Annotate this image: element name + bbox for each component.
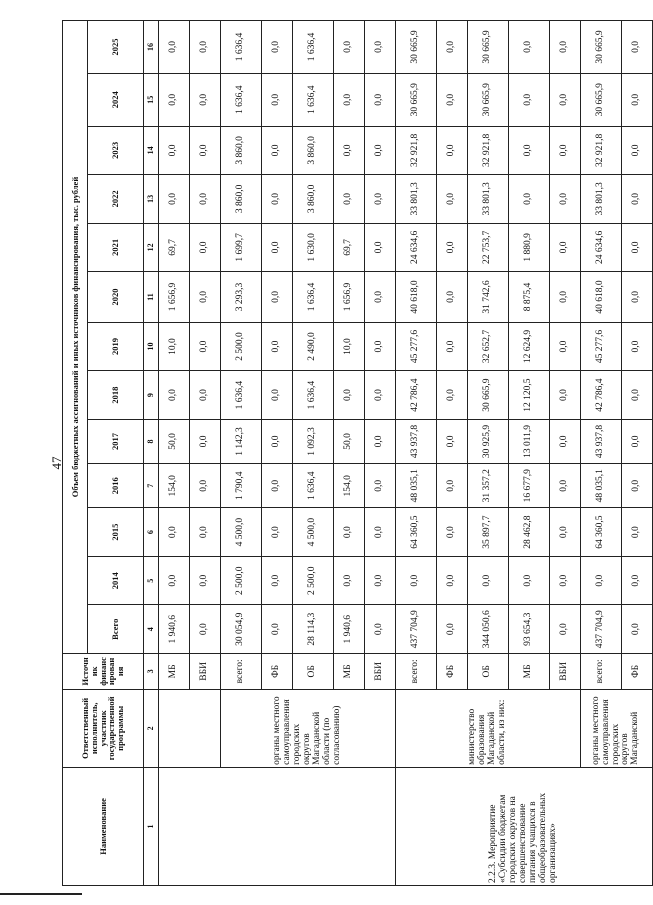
value-cell: 0,0	[622, 21, 653, 74]
source-cell: ФБ	[262, 653, 293, 689]
source-cell: ВБИ	[190, 653, 221, 689]
value-cell: 1 142,3	[221, 419, 262, 463]
value-cell: 12 624,9	[509, 322, 550, 371]
source-cell: всего:	[221, 653, 262, 689]
value-cell: 3 860,0	[293, 126, 334, 175]
value-cell: 0,0	[262, 556, 293, 605]
value-cell: 0,0	[365, 272, 396, 323]
value-cell: 0,0	[190, 371, 221, 420]
value-cell: 30 054,9	[221, 605, 262, 654]
col-index: 13	[144, 175, 159, 224]
value-cell: 8 875,4	[509, 272, 550, 323]
col-index: 1	[144, 767, 159, 885]
value-cell: 0,0	[262, 419, 293, 463]
value-cell: 0,0	[365, 322, 396, 371]
value-cell: 0,0	[190, 419, 221, 463]
col-index: 9	[144, 371, 159, 420]
value-cell: 42 786,4	[396, 371, 437, 420]
header-year: 2021	[88, 223, 144, 272]
value-cell: 2 500,0	[293, 556, 334, 605]
value-cell: 1 636,4	[293, 21, 334, 74]
value-cell: 48 035,1	[396, 464, 437, 508]
value-cell: 0,0	[334, 556, 365, 605]
value-cell: 0,0	[262, 272, 293, 323]
value-cell: 0,0	[468, 556, 509, 605]
value-cell: 0,0	[437, 126, 468, 175]
value-cell: 0,0	[190, 464, 221, 508]
value-cell: 0,0	[550, 556, 581, 605]
value-cell: 1 790,4	[221, 464, 262, 508]
value-cell: 0,0	[365, 175, 396, 224]
value-cell: 0,0	[550, 175, 581, 224]
value-cell: 33 801,3	[468, 175, 509, 224]
value-cell: 24 634,6	[581, 223, 622, 272]
value-cell: 0,0	[190, 556, 221, 605]
value-cell: 30 665,9	[581, 73, 622, 126]
value-cell: 0,0	[437, 322, 468, 371]
value-cell: 32 921,8	[396, 126, 437, 175]
value-cell: 0,0	[622, 371, 653, 420]
col-index: 15	[144, 73, 159, 126]
value-cell: 0,0	[622, 223, 653, 272]
header-year: 2016	[88, 464, 144, 508]
value-cell: 0,0	[550, 371, 581, 420]
value-cell: 40 618,0	[581, 272, 622, 323]
ministry-cell: министерство образования Магаданской области, из них:	[396, 689, 581, 767]
value-cell: 30 665,9	[396, 21, 437, 74]
value-cell: 1 636,4	[221, 21, 262, 74]
value-cell: 43 937,8	[581, 419, 622, 463]
value-cell: 0,0	[581, 556, 622, 605]
header-year: 2017	[88, 419, 144, 463]
value-cell: 0,0	[509, 556, 550, 605]
value-cell: 45 277,6	[396, 322, 437, 371]
value-cell: 30 665,9	[396, 73, 437, 126]
value-cell: 93 654,3	[509, 605, 550, 654]
value-cell: 3 860,0	[221, 126, 262, 175]
value-cell: 0,0	[334, 126, 365, 175]
value-cell: 0,0	[262, 464, 293, 508]
value-cell: 0,0	[190, 223, 221, 272]
value-cell: 0,0	[159, 175, 190, 224]
table-body	[159, 21, 653, 886]
value-cell: 0,0	[550, 223, 581, 272]
source-cell: МБ	[334, 653, 365, 689]
value-cell: 0,0	[365, 126, 396, 175]
value-cell: 0,0	[262, 126, 293, 175]
source-cell: всего:	[396, 653, 437, 689]
page-number: 47	[49, 456, 64, 470]
executor-cell: органы местного самоуправления городских округов Магаданской	[581, 689, 653, 767]
value-cell: 28 462,8	[509, 508, 550, 557]
col-index: 6	[144, 508, 159, 557]
value-cell: 1 636,4	[293, 73, 334, 126]
value-cell: 0,0	[190, 322, 221, 371]
value-cell: 0,0	[550, 322, 581, 371]
value-cell: 24 634,6	[396, 223, 437, 272]
value-cell: 0,0	[550, 419, 581, 463]
value-cell: 30 665,9	[468, 73, 509, 126]
value-cell: 10,0	[334, 322, 365, 371]
value-cell: 0,0	[437, 508, 468, 557]
value-cell: 0,0	[159, 126, 190, 175]
value-cell: 0,0	[622, 508, 653, 557]
col-index: 16	[144, 21, 159, 74]
value-cell: 0,0	[365, 21, 396, 74]
value-cell: 1 636,4	[293, 371, 334, 420]
value-cell: 1 880,9	[509, 223, 550, 272]
value-cell: 3 293,3	[221, 272, 262, 323]
value-cell: 0,0	[159, 556, 190, 605]
value-cell: 0,0	[365, 419, 396, 463]
value-cell: 64 360,5	[581, 508, 622, 557]
value-cell: 0,0	[622, 322, 653, 371]
value-cell: 3 860,0	[221, 175, 262, 224]
value-cell: 2 490,0	[293, 322, 334, 371]
header-year: 2015	[88, 508, 144, 557]
header-name: Наименование	[63, 767, 144, 885]
value-cell: 50,0	[159, 419, 190, 463]
value-cell: 0,0	[334, 175, 365, 224]
value-cell: 1 630,0	[293, 223, 334, 272]
value-cell: 48 035,1	[581, 464, 622, 508]
value-cell: 1 636,4	[221, 371, 262, 420]
col-index: 2	[144, 689, 159, 767]
value-cell: 0,0	[334, 21, 365, 74]
value-cell: 35 897,7	[468, 508, 509, 557]
value-cell: 1 636,4	[293, 464, 334, 508]
value-cell: 3 860,0	[293, 175, 334, 224]
value-cell: 0,0	[262, 371, 293, 420]
header-year: 2018	[88, 371, 144, 420]
value-cell: 12 120,5	[509, 371, 550, 420]
value-cell: 16 677,9	[509, 464, 550, 508]
header-executor: Ответственный исполнитель, участник государственной программы	[63, 689, 144, 767]
value-cell: 154,0	[334, 464, 365, 508]
value-cell: 0,0	[437, 464, 468, 508]
source-cell: ОБ	[293, 653, 334, 689]
scan-edge-line	[0, 893, 82, 895]
value-cell: 0,0	[262, 73, 293, 126]
value-cell: 1 092,3	[293, 419, 334, 463]
value-cell: 64 360,5	[396, 508, 437, 557]
value-cell: 0,0	[190, 175, 221, 224]
value-cell: 1 636,4	[221, 73, 262, 126]
value-cell: 0,0	[159, 21, 190, 74]
col-index: 7	[144, 464, 159, 508]
name-cell-empty	[159, 767, 396, 885]
source-cell: всего:	[581, 653, 622, 689]
value-cell: 0,0	[262, 223, 293, 272]
value-cell: 0,0	[365, 464, 396, 508]
header-source: Источник финансирования	[63, 653, 144, 689]
header-year: 2025	[88, 21, 144, 74]
value-cell: 33 801,3	[396, 175, 437, 224]
value-cell: 0,0	[622, 272, 653, 323]
value-cell: 1 656,9	[334, 272, 365, 323]
value-cell: 32 921,8	[468, 126, 509, 175]
value-cell: 0,0	[622, 464, 653, 508]
value-cell: 69,7	[159, 223, 190, 272]
value-cell: 0,0	[365, 508, 396, 557]
value-cell: 0,0	[190, 126, 221, 175]
table-row	[581, 21, 622, 886]
value-cell: 30 665,9	[468, 21, 509, 74]
col-index: 10	[144, 322, 159, 371]
value-cell: 28 114,3	[293, 605, 334, 654]
header-year: 2022	[88, 175, 144, 224]
value-cell: 22 753,7	[468, 223, 509, 272]
value-cell: 0,0	[365, 371, 396, 420]
col-index: 4	[144, 605, 159, 654]
source-cell: ФБ	[622, 653, 653, 689]
value-cell: 0,0	[159, 508, 190, 557]
source-cell: МБ	[509, 653, 550, 689]
value-cell: 0,0	[262, 322, 293, 371]
value-cell: 0,0	[509, 21, 550, 74]
value-cell: 0,0	[509, 73, 550, 126]
value-cell: 0,0	[334, 371, 365, 420]
value-cell: 69,7	[334, 223, 365, 272]
value-cell: 0,0	[262, 605, 293, 654]
value-cell: 40 618,0	[396, 272, 437, 323]
value-cell: 0,0	[622, 175, 653, 224]
value-cell: 0,0	[437, 21, 468, 74]
value-cell: 0,0	[550, 73, 581, 126]
header-total: Всего	[88, 605, 144, 654]
source-cell: ОБ	[468, 653, 509, 689]
value-cell: 0,0	[622, 73, 653, 126]
value-cell: 0,0	[396, 556, 437, 605]
value-cell: 0,0	[437, 605, 468, 654]
value-cell: 1 940,6	[159, 605, 190, 654]
col-index: 12	[144, 223, 159, 272]
value-cell: 0,0	[190, 605, 221, 654]
header-volume: Объем бюджетных ассигнований и иных источников финансирования, тыс. рублей	[63, 21, 88, 654]
value-cell: 1 656,9	[159, 272, 190, 323]
value-cell: 4 500,0	[221, 508, 262, 557]
value-cell: 0,0	[622, 126, 653, 175]
value-cell: 0,0	[190, 272, 221, 323]
value-cell: 344 050,6	[468, 605, 509, 654]
value-cell: 0,0	[437, 371, 468, 420]
value-cell: 0,0	[437, 223, 468, 272]
value-cell: 1 940,6	[334, 605, 365, 654]
value-cell: 154,0	[159, 464, 190, 508]
value-cell: 0,0	[365, 556, 396, 605]
value-cell: 0,0	[622, 419, 653, 463]
value-cell: 0,0	[437, 272, 468, 323]
value-cell: 0,0	[190, 21, 221, 74]
value-cell: 0,0	[190, 508, 221, 557]
value-cell: 4 500,0	[293, 508, 334, 557]
value-cell: 0,0	[622, 556, 653, 605]
header-year: 2020	[88, 272, 144, 323]
header-year: 2019	[88, 322, 144, 371]
value-cell: 50,0	[334, 419, 365, 463]
value-cell: 437 704,9	[581, 605, 622, 654]
value-cell: 0,0	[437, 73, 468, 126]
header-year: 2024	[88, 73, 144, 126]
value-cell: 43 937,8	[396, 419, 437, 463]
value-cell: 437 704,9	[396, 605, 437, 654]
value-cell: 32 652,7	[468, 322, 509, 371]
value-cell: 0,0	[437, 419, 468, 463]
header-year: 2023	[88, 126, 144, 175]
value-cell: 31 357,2	[468, 464, 509, 508]
value-cell: 2 500,0	[221, 322, 262, 371]
value-cell: 0,0	[334, 508, 365, 557]
executor-cell-empty	[159, 689, 221, 767]
value-cell: 0,0	[509, 126, 550, 175]
value-cell: 13 011,9	[509, 419, 550, 463]
value-cell: 0,0	[365, 73, 396, 126]
source-cell: ФБ	[437, 653, 468, 689]
table-row	[396, 21, 437, 886]
value-cell: 30 665,9	[581, 21, 622, 74]
col-index: 3	[144, 653, 159, 689]
value-cell: 0,0	[334, 73, 365, 126]
col-index: 5	[144, 556, 159, 605]
value-cell: 0,0	[550, 272, 581, 323]
value-cell: 0,0	[262, 175, 293, 224]
financing-table	[62, 20, 653, 886]
value-cell: 0,0	[622, 605, 653, 654]
value-cell: 0,0	[159, 73, 190, 126]
value-cell: 2 500,0	[221, 556, 262, 605]
executor-cell: органы местного самоуправления городских округов Магаданской области (по согласованию)	[221, 689, 396, 767]
value-cell: 0,0	[550, 508, 581, 557]
value-cell: 10,0	[159, 322, 190, 371]
col-index: 11	[144, 272, 159, 323]
value-cell: 1 699,7	[221, 223, 262, 272]
value-cell: 0,0	[262, 508, 293, 557]
source-cell: МБ	[159, 653, 190, 689]
table-row	[159, 21, 190, 886]
col-index: 14	[144, 126, 159, 175]
value-cell: 30 665,9	[468, 371, 509, 420]
value-cell: 0,0	[550, 605, 581, 654]
value-cell: 0,0	[550, 464, 581, 508]
measure-name-cell: 2.2.3. Мероприятие «Субсидии бюджетам городских округов на совершенствование питания учащихся в общеобразовательных организациях»	[396, 767, 653, 885]
value-cell: 30 925,9	[468, 419, 509, 463]
col-index: 8	[144, 419, 159, 463]
value-cell: 0,0	[509, 175, 550, 224]
value-cell: 0,0	[437, 175, 468, 224]
source-cell: ВБИ	[365, 653, 396, 689]
source-cell: ВБИ	[550, 653, 581, 689]
header-year: 2014	[88, 556, 144, 605]
value-cell: 0,0	[365, 605, 396, 654]
value-cell: 32 921,8	[581, 126, 622, 175]
value-cell: 42 786,4	[581, 371, 622, 420]
table-row	[221, 21, 262, 886]
value-cell: 33 801,3	[581, 175, 622, 224]
value-cell: 0,0	[365, 223, 396, 272]
value-cell: 45 277,6	[581, 322, 622, 371]
value-cell: 31 742,6	[468, 272, 509, 323]
value-cell: 0,0	[550, 21, 581, 74]
value-cell: 0,0	[262, 21, 293, 74]
value-cell: 1 636,4	[293, 272, 334, 323]
rotated-table-wrapper	[62, 20, 642, 886]
value-cell: 0,0	[437, 556, 468, 605]
value-cell: 0,0	[159, 371, 190, 420]
value-cell: 0,0	[190, 73, 221, 126]
value-cell: 0,0	[550, 126, 581, 175]
